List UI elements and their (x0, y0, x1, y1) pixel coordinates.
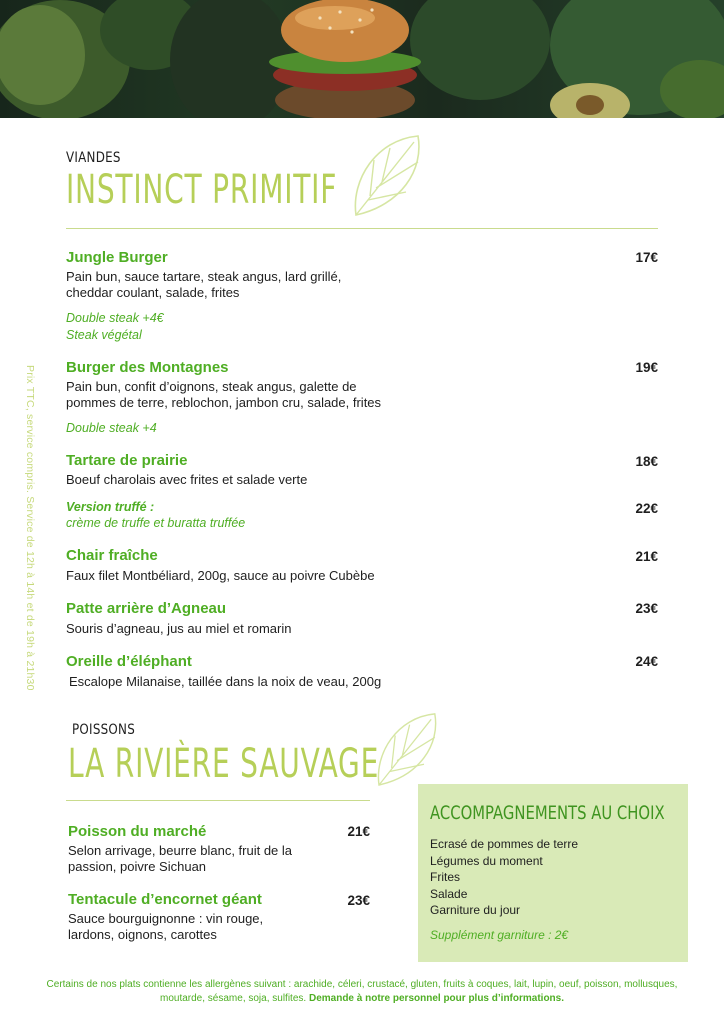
section-kicker-viandes: VIANDES (66, 150, 121, 166)
sides-title: ACCOMPAGNEMENTS AU CHOIX (430, 802, 665, 824)
monstera-leaf-icon (370, 708, 442, 790)
allergen-cta: Demande à notre personnel pour plus d’informations. (308, 993, 564, 1004)
allergen-text: Certains de nos plats contienne les allergènes suivant : arachide, céleri, crustacé, gluten, fruits à coques, lait, lupin, oeuf, poisson, mollusques, moutarde, sésame, soja, sulfites. (46, 979, 678, 1004)
menu-item-price: 21€ (347, 824, 370, 839)
menu-item-price: 18€ (635, 454, 658, 469)
list-item: Frites (430, 870, 460, 884)
menu-item-price: 24€ (635, 654, 658, 669)
menu-item-desc: Escalope Milanaise, taillée dans la noix de veau, 200g (69, 674, 382, 689)
divider (66, 228, 658, 229)
section-kicker-poissons: POISSONS (72, 722, 136, 738)
service-hours-note: Prix TTC, service compris. Service de 12h à 14h et de 19h à 21h30 (24, 365, 36, 691)
menu-item-option: Double steak +4 (66, 421, 157, 435)
section-title-poissons: LA RIVIÈRE SAUVAGE (68, 741, 380, 787)
menu-item-price: 21€ (635, 549, 658, 564)
menu-item-price: 23€ (635, 601, 658, 616)
sides-supplement: Supplément garniture : 2€ (430, 928, 569, 942)
menu-item-price: 23€ (347, 893, 370, 908)
menu-item-name: Tartare de prairie (66, 452, 188, 469)
menu-item-desc: Faux filet Montbéliard, 200g, sauce au poivre Cubèbe (66, 568, 375, 583)
menu-item-name: Chair fraîche (66, 547, 158, 564)
menu-item-desc: Souris d’agneau, jus au miel et romarin (66, 621, 292, 636)
menu-item-name: Oreille d’éléphant (66, 653, 192, 670)
list-item: Légumes du moment (430, 853, 543, 868)
list-item: Ecrasé de pommes de terre (430, 837, 579, 851)
menu-item-variant-desc: crème de truffe et buratta truffée (66, 516, 246, 530)
menu-item-price: 17€ (635, 250, 658, 265)
section-title-viandes: INSTINCT PRIMITIF (66, 167, 338, 213)
menu-item-name: Jungle Burger (66, 249, 168, 266)
menu-item-name: Burger des Montagnes (66, 359, 229, 376)
menu-item-name: Tentacule d’encornet géant (68, 891, 262, 908)
menu-item-desc: Boeuf charolais avec frites et salade verte (66, 472, 308, 487)
divider (66, 800, 370, 801)
hero-food-photo (0, 0, 724, 118)
menu-item-desc: Pain bun, confit d’oignons, steak angus, galette de pommes de terre, reblochon, jambon cru, salade, frites (66, 379, 382, 410)
allergen-footer (40, 978, 684, 1006)
menu-item-price: 19€ (635, 360, 658, 375)
menu-item-desc: Selon arrivage, beurre blanc, fruit de la passion, poivre Sichuan (68, 843, 293, 874)
menu-item-variant-price: 22€ (635, 501, 658, 516)
menu-item-desc: Sauce bourguignonne : vin rouge, lardons, oignons, carottes (68, 911, 264, 942)
sides-list (430, 836, 578, 919)
list-item: Garniture du jour (430, 903, 521, 917)
monstera-leaf-icon (346, 130, 426, 220)
list-item: Salade (430, 886, 468, 901)
menu-item-desc: Pain bun, sauce tartare, steak angus, lard grillé, cheddar coulant, salade, frites (66, 269, 342, 300)
menu-item-name: Poisson du marché (68, 823, 207, 840)
menu-item-variant-label: Version truffé : (66, 500, 155, 514)
menu-item-name: Patte arrière d’Agneau (66, 600, 227, 617)
sides-box (418, 784, 688, 962)
menu-item-option: Double steak +4€ (66, 311, 164, 325)
menu-item-option: Steak végétal (66, 328, 142, 342)
